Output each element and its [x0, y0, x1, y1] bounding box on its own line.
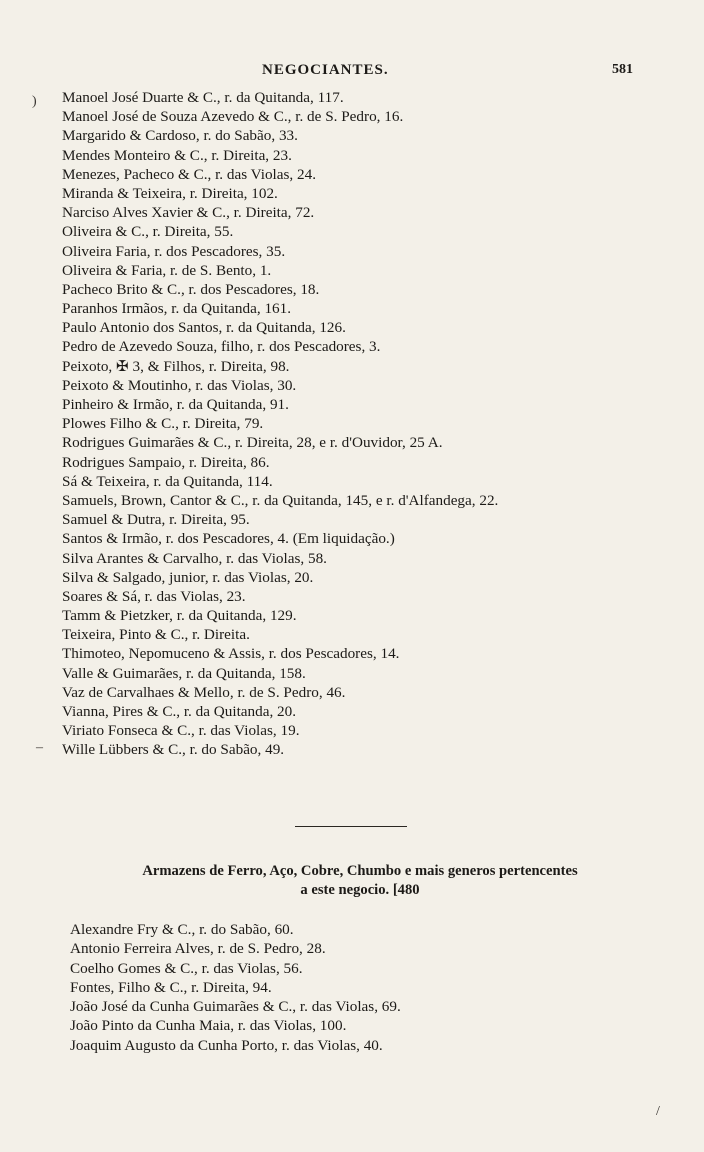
margin-mark-top-left: ) [32, 94, 37, 109]
margin-mark-left-dash: – [36, 740, 43, 755]
list-item: Thimoteo, Nepomuceno & Assis, r. dos Pescadores, 14. [62, 645, 400, 663]
list-item: Fontes, Filho & C., r. Direita, 94. [70, 978, 272, 996]
list-item: Paulo Antonio dos Santos, r. da Quitanda, 126. [62, 319, 346, 337]
list-item: Silva Arantes & Carvalho, r. das Violas, 58. [62, 549, 327, 567]
list-item: Peixoto, ✠ 3, & Filhos, r. Direita, 98. [62, 357, 290, 375]
section-heading [70, 862, 650, 900]
list-item: Pacheco Brito & C., r. dos Pescadores, 18. [62, 280, 320, 298]
list-item: Silva & Salgado, junior, r. das Violas, 20. [62, 568, 314, 586]
list-item: Manoel José Duarte & C., r. da Quitanda, 117. [62, 89, 344, 106]
list-item: Viriato Fonseca & C., r. das Violas, 19. [62, 722, 300, 740]
list-item: Oliveira & Faria, r. de S. Bento, 1. [62, 261, 272, 279]
list-item: João José da Cunha Guimarães & C., r. das Violas, 69. [70, 998, 401, 1016]
list-item: Samuel & Dutra, r. Direita, 95. [62, 511, 250, 529]
list-item: Wille Lübbers & C., r. do Sabão, 49. [62, 741, 285, 759]
margin-mark-bottom-right: / [656, 1104, 660, 1119]
list-item: Soares & Sá, r. das Violas, 23. [62, 587, 246, 605]
list-item: Miranda & Teixeira, r. Direita, 102. [62, 184, 278, 202]
list-item: Sá & Teixeira, r. da Quitanda, 114. [62, 472, 273, 490]
list-item: Margarido & Cardoso, r. do Sabão, 33. [62, 127, 298, 145]
running-title: NEGOCIANTES. [262, 62, 389, 78]
list-item: Tamm & Pietzker, r. da Quitanda, 129. [62, 607, 297, 625]
list-item: João Pinto da Cunha Maia, r. das Violas, 100. [70, 1017, 347, 1035]
section-heading-line: a este negocio. [480 [300, 882, 420, 898]
list-item: Joaquim Augusto da Cunha Porto, r. das Violas, 40. [70, 1036, 383, 1054]
list-item: Pinheiro & Irmão, r. da Quitanda, 91. [62, 396, 289, 413]
list-item: Coelho Gomes & C., r. das Violas, 56. [70, 959, 303, 977]
list-item: Pedro de Azevedo Souza, filho, r. dos Pescadores, 3. [62, 338, 381, 356]
list-item: Narciso Alves Xavier & C., r. Direita, 72. [62, 204, 315, 222]
list-item: Rodrigues Guimarães & C., r. Direita, 28, e r. d'Ouvidor, 25 A. [62, 434, 443, 452]
list-item: Valle & Guimarães, r. da Quitanda, 158. [62, 664, 306, 682]
list-item: Peixoto & Moutinho, r. das Violas, 30. [62, 376, 297, 394]
list-item: Oliveira & C., r. Direita, 55. [62, 223, 234, 241]
list-item: Santos & Irmão, r. dos Pescadores, 4. (Em liquidação.) [62, 530, 395, 548]
list-item: Vianna, Pires & C., r. da Quitanda, 20. [62, 703, 297, 721]
section-divider [295, 826, 407, 827]
list-item: Paranhos Irmãos, r. da Quitanda, 161. [62, 300, 292, 318]
list-item: Menezes, Pacheco & C., r. das Violas, 24. [62, 165, 316, 183]
list-item: Mendes Monteiro & C., r. Direita, 23. [62, 146, 292, 164]
list-item: Vaz de Carvalhaes & Mello, r. de S. Pedro, 46. [62, 683, 346, 701]
list-item: Samuels, Brown, Cantor & C., r. da Quitanda, 145, e r. d'Alfandega, 22. [62, 491, 499, 509]
list-item: Rodrigues Sampaio, r. Direita, 86. [62, 453, 270, 471]
iron-warehouse-list [70, 920, 670, 1055]
list-item: Manoel José de Souza Azevedo & C., r. de S. Pedro, 16. [62, 108, 404, 126]
list-item: Plowes Filho & C., r. Direita, 79. [62, 415, 264, 433]
list-item: Alexandre Fry & C., r. do Sabão, 60. [70, 921, 294, 938]
page-number: 581 [612, 62, 633, 77]
running-head [0, 62, 704, 84]
list-item: Teixeira, Pinto & C., r. Direita. [62, 626, 250, 644]
list-item: Oliveira Faria, r. dos Pescadores, 35. [62, 242, 286, 260]
merchant-list [62, 88, 662, 760]
section-heading-line: Armazens de Ferro, Aço, Cobre, Chumbo e mais generos pertencentes [142, 863, 578, 879]
list-item: Antonio Ferreira Alves, r. de S. Pedro, 28. [70, 940, 326, 958]
